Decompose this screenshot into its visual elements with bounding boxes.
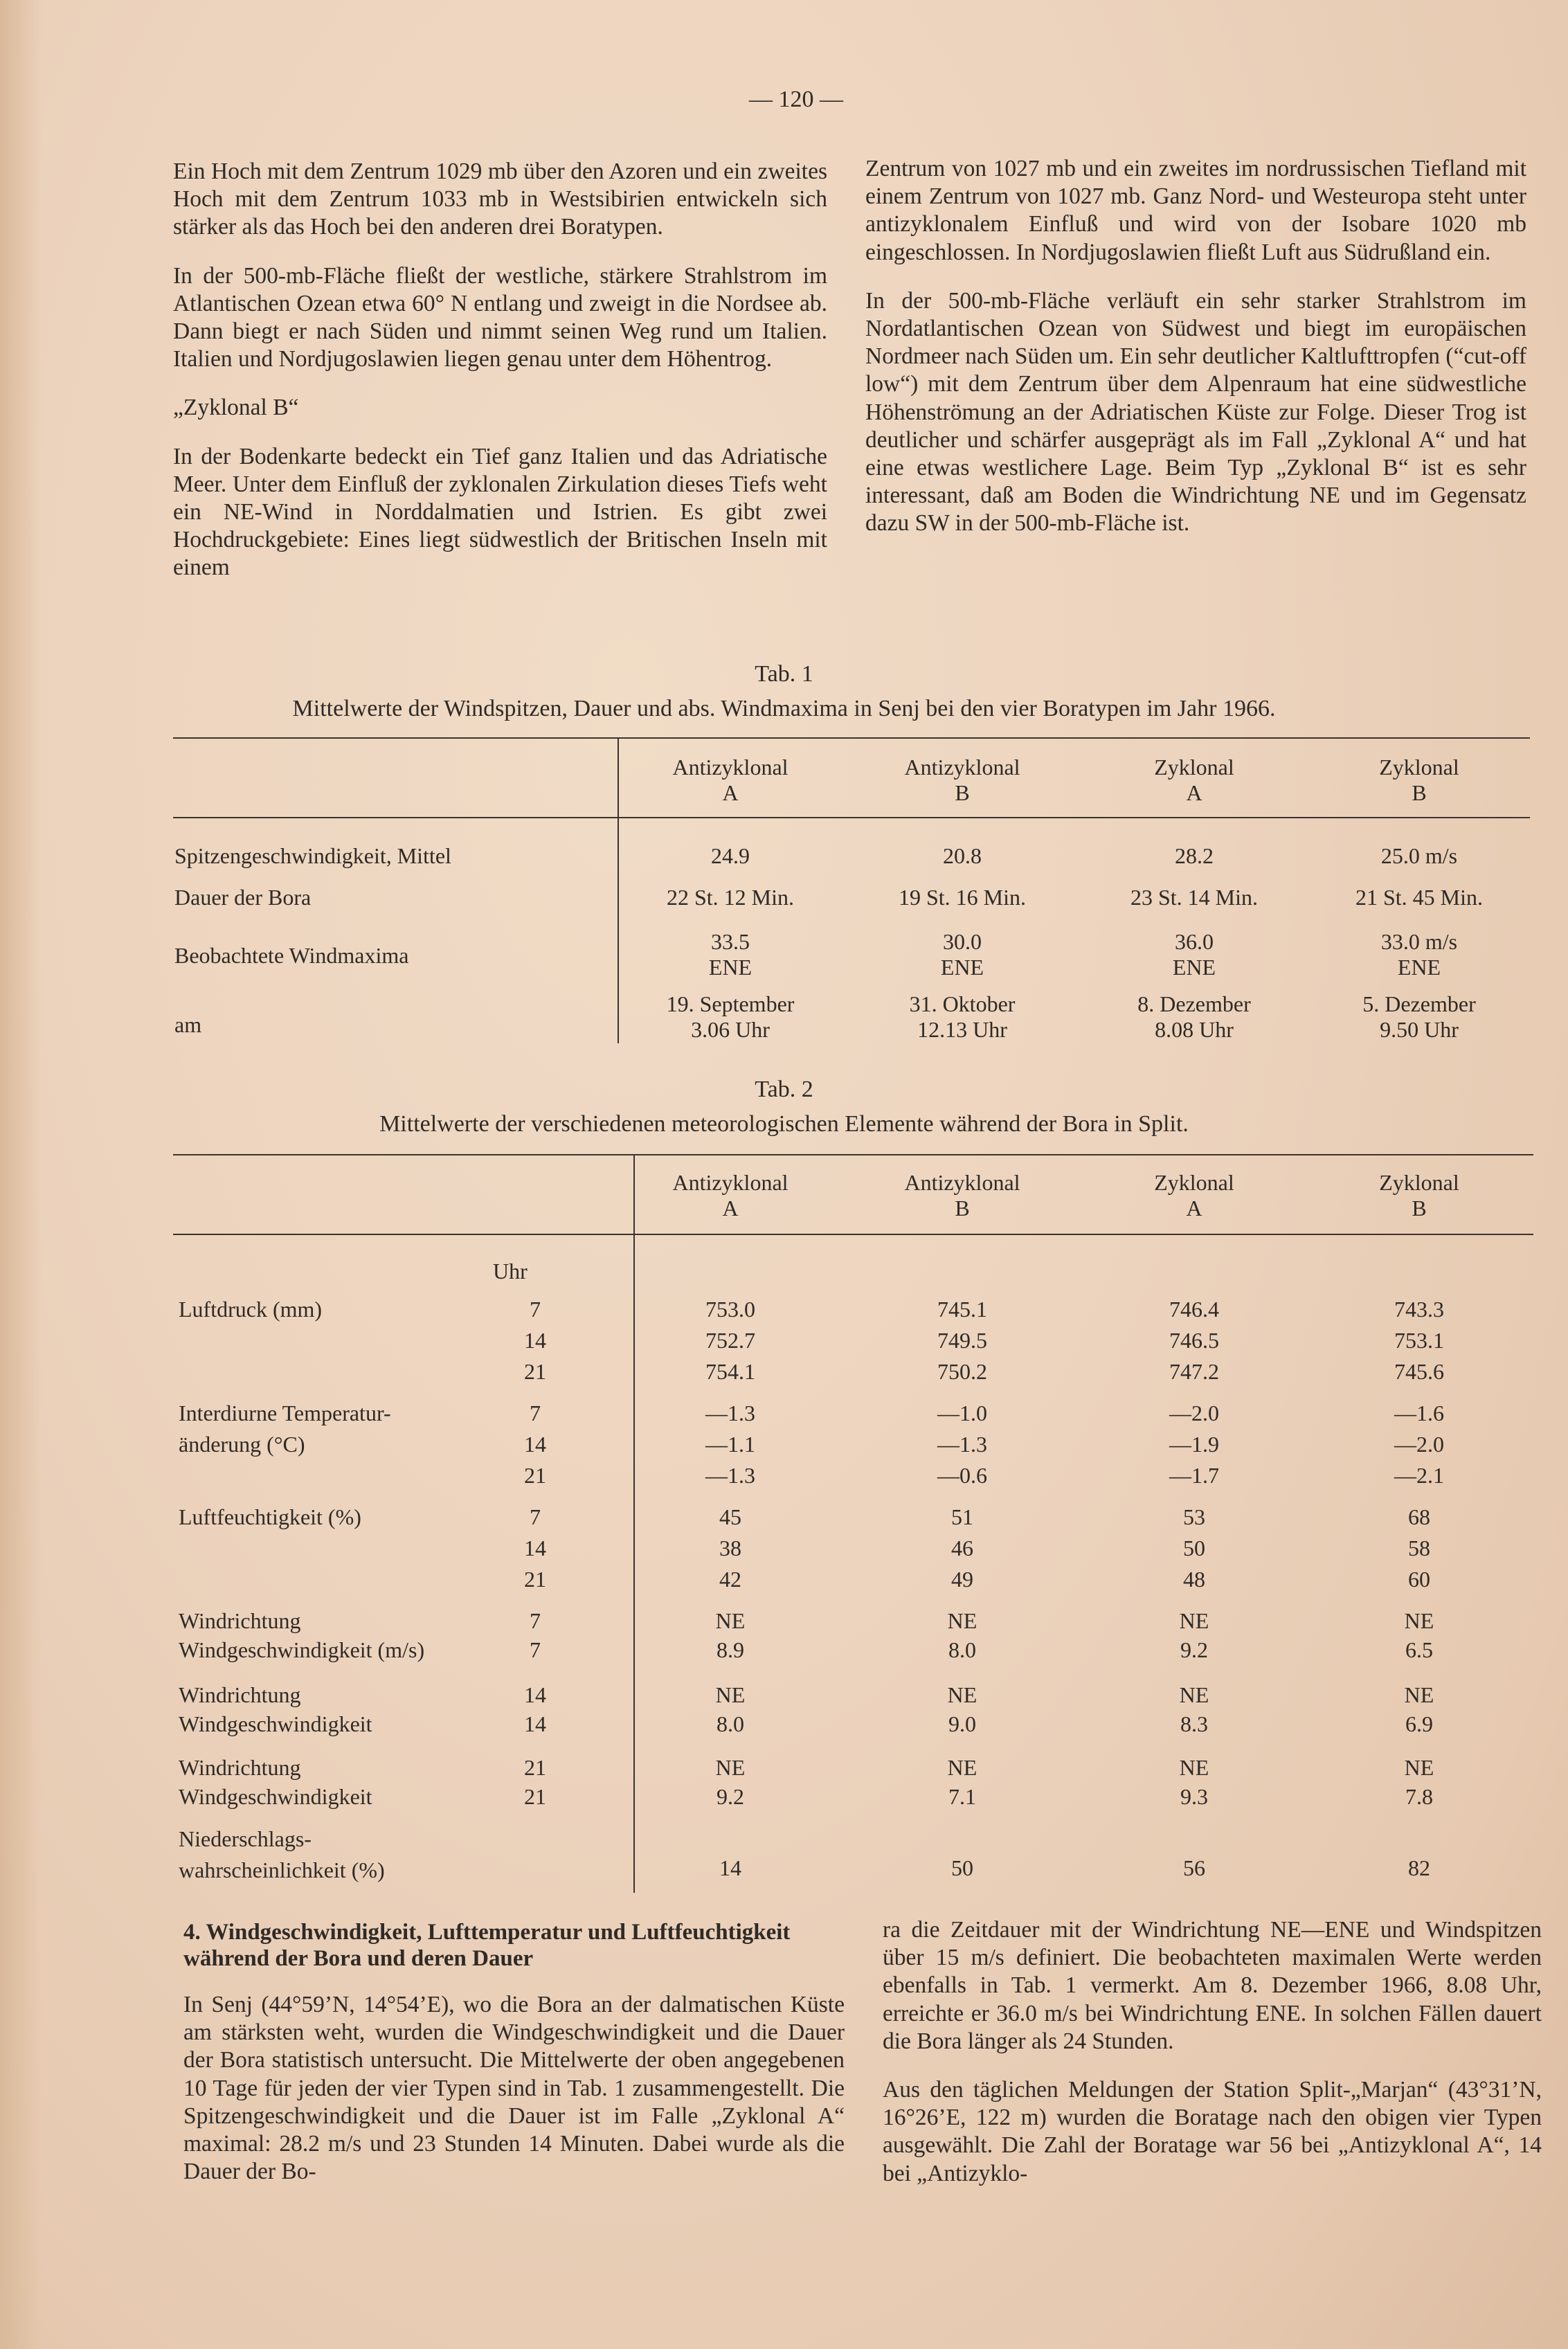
column-header: Zyklonal B bbox=[1379, 1170, 1459, 1221]
table-cell: 9.2 bbox=[1180, 1637, 1208, 1662]
table-cell: 745.6 bbox=[1394, 1359, 1444, 1384]
section-heading: 4. Windgeschwindigkeit, Lufttemperatur und Luftfeuchtigkeit während der Bora und deren Dauer bbox=[183, 1920, 791, 1971]
right-column-bottom bbox=[883, 1916, 1542, 2208]
table-cell: 753.0 bbox=[705, 1297, 755, 1322]
column-header: Antizyklonal A bbox=[672, 1170, 788, 1221]
row-label: Windrichtung bbox=[179, 1682, 301, 1707]
table-cell: 19 St. 16 Min. bbox=[898, 885, 1027, 910]
table-cell: 42 bbox=[719, 1567, 741, 1592]
table-cell: 8.3 bbox=[1180, 1711, 1208, 1736]
table-cell: —0.6 bbox=[937, 1463, 987, 1488]
table-cell: 19. September 3.06 Uhr bbox=[666, 991, 795, 1042]
row-label: Luftfeuchtigkeit (%) bbox=[179, 1504, 361, 1529]
table-cell: NE bbox=[947, 1755, 977, 1780]
column-header: Antizyklonal A bbox=[672, 755, 788, 805]
table-cell: 33.0 m/s ENE bbox=[1380, 929, 1458, 980]
table-cell: 6.9 bbox=[1405, 1711, 1433, 1736]
uhr-value: 7 bbox=[530, 1637, 541, 1662]
table-cell: 9.2 bbox=[717, 1784, 744, 1809]
table-cell: 23 St. 14 Min. bbox=[1130, 885, 1259, 910]
table-cell: —1.7 bbox=[1169, 1463, 1219, 1488]
tab2-number: Tab. 2 bbox=[755, 1077, 813, 1102]
row-label: Spitzengeschwindigkeit, Mittel bbox=[174, 843, 451, 868]
table-cell: 31. Oktober 12.13 Uhr bbox=[909, 991, 1016, 1042]
uhr-value: 7 bbox=[530, 1608, 541, 1633]
tab1-number: Tab. 1 bbox=[755, 661, 813, 687]
table-cell: NE bbox=[947, 1682, 977, 1707]
table-cell: 7.8 bbox=[1405, 1784, 1433, 1809]
table-cell: 752.7 bbox=[705, 1328, 755, 1353]
table-cell: NE bbox=[1179, 1755, 1209, 1780]
table-cell: 743.3 bbox=[1394, 1297, 1444, 1322]
table-cell: 8. Dezember 8.08 Uhr bbox=[1137, 991, 1251, 1042]
subheading: „Zyklonal B“ bbox=[173, 395, 299, 421]
row-label: Windgeschwindigkeit (m/s) bbox=[179, 1637, 425, 1662]
column-header: Antizyklonal B bbox=[904, 1170, 1020, 1221]
table-cell: 7.1 bbox=[948, 1784, 976, 1809]
table-cell: 21 St. 45 Min. bbox=[1355, 885, 1484, 910]
table-cell: NE bbox=[715, 1682, 746, 1707]
table-cell: 28.2 bbox=[1175, 843, 1214, 868]
table-cell: 753.1 bbox=[1394, 1328, 1444, 1353]
column-header: Zyklonal B bbox=[1379, 755, 1459, 805]
row-label: Beobachtete Windmaxima bbox=[174, 943, 409, 968]
left-column-top bbox=[173, 158, 827, 603]
uhr-value: 14 bbox=[524, 1682, 546, 1707]
table-cell: 45 bbox=[719, 1504, 741, 1529]
table-rule bbox=[173, 1154, 1533, 1155]
table-cell: 14 bbox=[719, 1855, 741, 1880]
table-cell: 747.2 bbox=[1169, 1359, 1219, 1384]
uhr-value: 21 bbox=[524, 1567, 546, 1592]
column-header: Zyklonal A bbox=[1154, 1170, 1234, 1221]
table-cell: 51 bbox=[951, 1504, 973, 1529]
table-cell: 746.5 bbox=[1169, 1328, 1219, 1353]
table-cell: 9.0 bbox=[948, 1711, 976, 1736]
tab2-title: Mittelwerte der verschiedenen meteorologischen Elemente während der Bora in Split. bbox=[379, 1111, 1189, 1137]
uhr-value: 7 bbox=[530, 1504, 541, 1529]
row-label: wahrscheinlichkeit (%) bbox=[179, 1857, 385, 1882]
table-cell: NE bbox=[1179, 1682, 1209, 1707]
table-rule bbox=[173, 1234, 1533, 1235]
table-cell: 20.8 bbox=[943, 843, 982, 868]
table-cell: 30.0 ENE bbox=[940, 929, 984, 980]
table-cell: 749.5 bbox=[937, 1328, 987, 1353]
uhr-value: 14 bbox=[524, 1711, 546, 1736]
table-cell: NE bbox=[1404, 1682, 1434, 1707]
table-cell: 22 St. 12 Min. bbox=[666, 885, 795, 910]
paragraph: Aus den täglichen Meldungen der Station Split-„Marjan“ (43°31’N, 16°26’E, 122 m) wurden die Boratage nach den obigen vier Typen ausgewählt. Die Zahl der Boratage war 56 bei „Antizyklonal A“, 14 bei „Antizyklo- bbox=[883, 2077, 1542, 2186]
table-cell: 9.3 bbox=[1180, 1784, 1208, 1809]
page-edge-shadow bbox=[0, 0, 42, 2349]
uhr-value: 14 bbox=[524, 1432, 546, 1457]
table-cell: 48 bbox=[1183, 1567, 1205, 1592]
table-cell: 745.1 bbox=[937, 1297, 987, 1322]
table-cell: 46 bbox=[951, 1536, 973, 1560]
table-cell: 8.9 bbox=[717, 1637, 744, 1662]
table-cell: 58 bbox=[1408, 1536, 1430, 1560]
row-label: Windgeschwindigkeit bbox=[179, 1784, 372, 1809]
uhr-value: 21 bbox=[524, 1359, 546, 1384]
table-cell: —1.3 bbox=[705, 1401, 755, 1425]
table-cell: —1.9 bbox=[1169, 1432, 1219, 1457]
table-rule bbox=[173, 737, 1530, 739]
paragraph: Ein Hoch mit dem Zentrum 1029 mb über den Azoren und ein zweites Hoch mit dem Zentrum 1033 mb in Westsibirien entwickeln sich stärker als das Hoch bei den anderen drei Boratypen. bbox=[173, 159, 827, 240]
table-divider bbox=[618, 739, 619, 1043]
table-cell: —2.0 bbox=[1394, 1432, 1444, 1457]
row-label: Windrichtung bbox=[179, 1755, 301, 1780]
tab1-title: Mittelwerte der Windspitzen, Dauer und abs. Windmaxima in Senj bei den vier Boratypen im Jahr 1966. bbox=[292, 696, 1276, 721]
paragraph: ra die Zeitdauer mit der Windrichtung NE—ENE und Windspitzen über 15 m/s definiert. Die beobachteten maximalen Werte werden ebenfalls in Tab. 1 vermerkt. Am 8. Dezember 1966, 8.08 Uhr, erreichte er 36.0 m/s bei Windrichtung ENE. In solchen Fällen dauert die Bora länger als 24 Stunden. bbox=[883, 1917, 1542, 2054]
table-cell: —2.0 bbox=[1169, 1401, 1219, 1425]
page-number: — 120 — bbox=[749, 87, 843, 112]
table-cell: 5. Dezember 9.50 Uhr bbox=[1362, 991, 1476, 1042]
table-cell: 6.5 bbox=[1405, 1637, 1433, 1662]
row-label: am bbox=[174, 1012, 202, 1037]
table-cell: 68 bbox=[1408, 1504, 1430, 1529]
table-cell: NE bbox=[1404, 1608, 1434, 1633]
uhr-value: 14 bbox=[524, 1328, 546, 1353]
uhr-value: 21 bbox=[524, 1784, 546, 1809]
uhr-value: 7 bbox=[530, 1297, 541, 1322]
left-column-bottom bbox=[183, 1919, 845, 2206]
table-cell: —1.0 bbox=[937, 1401, 987, 1425]
row-label: Dauer der Bora bbox=[174, 885, 312, 910]
uhr-header: Uhr bbox=[493, 1259, 528, 1284]
uhr-value: 21 bbox=[524, 1463, 546, 1488]
table-cell: 50 bbox=[1183, 1536, 1205, 1560]
table-cell: —1.1 bbox=[705, 1432, 755, 1457]
table-cell: —1.6 bbox=[1394, 1401, 1444, 1425]
table-cell: 82 bbox=[1408, 1855, 1430, 1880]
right-column-top bbox=[865, 155, 1526, 559]
row-label: Windrichtung bbox=[179, 1608, 301, 1633]
table-cell: —1.3 bbox=[705, 1463, 755, 1488]
table-cell: 36.0 ENE bbox=[1172, 929, 1216, 980]
column-header: Antizyklonal B bbox=[904, 755, 1020, 805]
table-cell: 25.0 m/s bbox=[1380, 843, 1458, 868]
table-cell: NE bbox=[715, 1755, 746, 1780]
uhr-value: 14 bbox=[524, 1536, 546, 1560]
table-cell: 8.0 bbox=[717, 1711, 744, 1736]
table-cell: 50 bbox=[951, 1855, 973, 1880]
table-rule bbox=[173, 817, 1530, 818]
table-cell: 53 bbox=[1183, 1504, 1205, 1529]
table-cell: 750.2 bbox=[937, 1359, 987, 1384]
table-cell: 33.5 ENE bbox=[708, 929, 753, 980]
uhr-value: 7 bbox=[530, 1401, 541, 1425]
row-label: änderung (°C) bbox=[179, 1432, 305, 1457]
table-cell: 56 bbox=[1183, 1855, 1205, 1880]
paragraph: In der 500-mb-Fläche fließt der westliche, stärkere Strahlstrom im Atlantischen Ozean etwa 60° N entlang und zweigt in die Nordsee ab. Dann biegt er nach Süden und nimmt seinen Weg rund um Italien. Italien und Nordjugoslawien liegen genau unter dem Höhentrog. bbox=[173, 262, 827, 372]
paragraph: In der 500-mb-Fläche verläuft ein sehr starker Strahlstrom im Nordatlantischen Ozean von Südwest und biegt im europäischen Nordmeer nach Süden um. Ein sehr deutlicher Kaltlufttropfen (“cut-off low“) mit dem Zentrum über dem Alpenraum hat eine südwestliche Höhenströmung an der Adriatischen Küste zur Folge. Dieser Trog ist deutlicher und schärfer ausgeprägt als im Fall „Zyklonal A“ und hat eine etwas westlichere Lage. Beim Typ „Zyklonal B“ ist es sehr interessant, daß am Boden die Windrichtung NE und im Gegensatz dazu SW in der 500-mb-Fläche ist. bbox=[865, 287, 1526, 537]
table-cell: 49 bbox=[951, 1567, 973, 1592]
table-cell: 38 bbox=[719, 1536, 741, 1560]
table-cell: —2.1 bbox=[1394, 1463, 1444, 1488]
row-label: Niederschlags- bbox=[179, 1826, 312, 1851]
uhr-value: 21 bbox=[524, 1755, 546, 1780]
paragraph: In Senj (44°59’N, 14°54’E), wo die Bora an der dalmatischen Küste am stärksten weht, wurden die Windgeschwindigkeit und die Dauer der Bora statistisch untersucht. Die Mittelwerte der oben angegebenen 10 Tage für jeden der vier Typen sind in Tab. 1 zusammengestellt. Die Spitzengeschwindigkeit und die Dauer ist im Falle „Zyklonal A“ maximal: 28.2 m/s und 23 Stunden 14 Minuten. Dabei wurde als die Dauer der Bo- bbox=[183, 1992, 845, 2185]
table-cell: NE bbox=[947, 1608, 977, 1633]
table-cell: 8.0 bbox=[948, 1637, 976, 1662]
row-label: Windgeschwindigkeit bbox=[179, 1711, 372, 1736]
row-label: Interdiurne Temperatur- bbox=[179, 1401, 391, 1425]
table-cell: 746.4 bbox=[1169, 1297, 1219, 1322]
paragraph: Zentrum von 1027 mb und ein zweites im nordrussischen Tiefland mit einem Zentrum von 1027 mb. Ganz Nord- und Westeuropa steht unter antizyklonalem Einfluß und wird von der Isobare 1020 mb eingeschlossen. In Nordjugoslawien fließt Luft aus Südrußland ein. bbox=[865, 156, 1526, 265]
table-cell: NE bbox=[1404, 1755, 1434, 1780]
column-header: Zyklonal A bbox=[1154, 755, 1234, 805]
table-cell: NE bbox=[715, 1608, 746, 1633]
table-cell: —1.3 bbox=[937, 1432, 987, 1457]
paragraph: In der Bodenkarte bedeckt ein Tief ganz Italien und das Adriatische Meer. Unter dem Einfluß der zyklonalen Zirkulation dieses Tiefs weht ein NE-Wind in Norddalmatien und Istrien. Es gibt zwei Hochdruckgebiete: Eines liegt südwestlich der Britischen Inseln mit einem bbox=[173, 443, 827, 581]
row-label: Luftdruck (mm) bbox=[179, 1297, 323, 1322]
table-cell: 24.9 bbox=[711, 843, 750, 868]
table-cell: NE bbox=[1179, 1608, 1209, 1633]
table-cell: 60 bbox=[1408, 1567, 1430, 1592]
table-cell: 754.1 bbox=[705, 1359, 755, 1384]
